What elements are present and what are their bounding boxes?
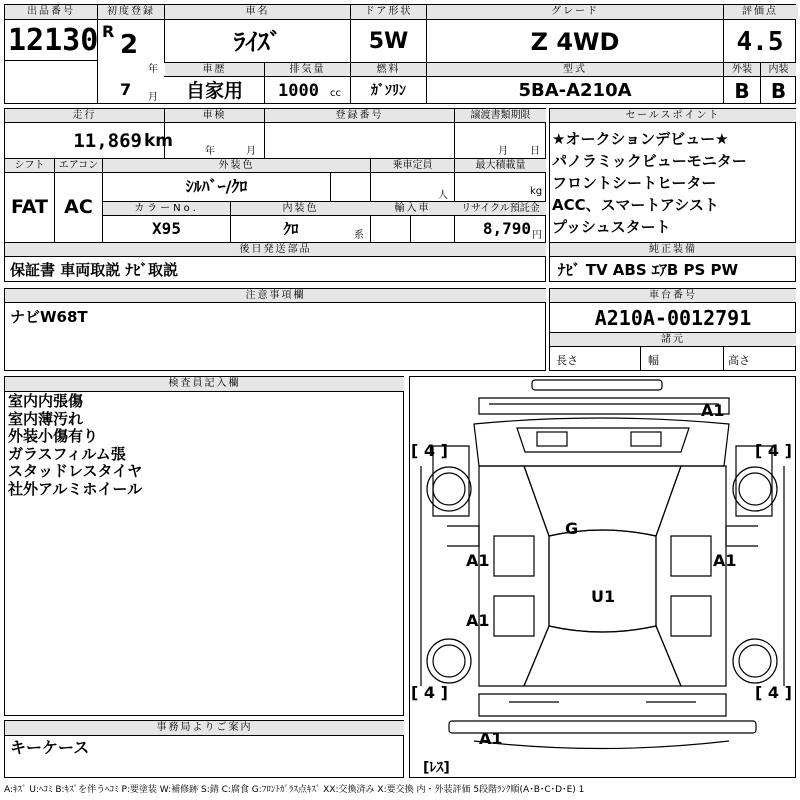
fuel-value: ｶﾞｿﾘﾝ [371, 83, 406, 99]
series-unit: 系 [354, 230, 364, 241]
first-reg-label: 初度登録 [98, 5, 164, 19]
diagram-spare: [ﾚｽ] [423, 760, 450, 776]
shift-label: シフト [5, 159, 54, 172]
year-unit: 年 [148, 64, 158, 75]
diagram-glass: G [565, 519, 579, 538]
inspector-note-item: 室内内張傷 [8, 392, 84, 410]
capacity-label: 乗車定員 [371, 159, 454, 172]
diagram-front-bumper: A1 [701, 401, 725, 420]
interior-grade-value: B [770, 79, 787, 103]
car-name-value: ﾗｲｽﾞ [233, 28, 282, 56]
office-label: 事務局よりご案内 [5, 721, 404, 735]
later-parts-value: 保証書 車両取説 ﾅﾋﾞ取説 [10, 261, 178, 279]
aircon-value: AC [64, 196, 93, 218]
later-parts-label: 後日発送部品 [5, 243, 546, 256]
month-unit: 月 [148, 92, 158, 103]
diagram-door-fl: A1 [466, 551, 490, 570]
recycle-label: リサイクル預託金 [455, 202, 546, 215]
yen-unit: 円 [532, 230, 542, 241]
diagram-tire-fr: [ 4 ] [755, 441, 792, 460]
diagram-door-rl: A1 [466, 611, 490, 630]
chassis-label: 車台番号 [550, 289, 796, 302]
inspection-label: 車検 [165, 109, 264, 122]
color-no-value: X95 [152, 219, 181, 238]
diagram-rear-bumper: A1 [479, 729, 503, 748]
exterior-label: 外装 [724, 63, 760, 76]
car-name-label: 車名 [165, 5, 350, 19]
score-label: 評価点 [724, 5, 796, 19]
sales-point-item: ACC、スマートアシスト [552, 196, 719, 214]
reg-no-label: 登録番号 [265, 109, 454, 122]
width-label: 幅 [648, 354, 659, 367]
lot-no-value: 12130 [8, 23, 99, 58]
int-color-label: 内装色 [231, 202, 370, 215]
history-label: 車歴 [165, 63, 264, 76]
inspection-year-unit: 年 [205, 146, 215, 157]
max-load-label: 最大積載量 [455, 159, 546, 172]
exterior-grade-value: B [734, 79, 750, 103]
grade-value: Z 4WD [530, 28, 620, 56]
fuel-label: 燃料 [351, 63, 426, 76]
mileage-label: 走行 [5, 109, 164, 122]
inspector-note-item: 社外アルミホイール [8, 479, 143, 498]
notes-label: 注意事項欄 [5, 289, 546, 302]
inspector-note-item: ガラスフィルム張 [8, 444, 126, 463]
model-value: 5BA-A210A [518, 80, 632, 101]
ext-color-value: ｼﾙﾊﾞｰ/ｸﾛ [185, 177, 248, 196]
grade-label: グレード [427, 5, 723, 19]
cc-unit: cc [330, 88, 341, 99]
shift-value: FAT [11, 196, 48, 218]
inspector-label: 検査員記入欄 [5, 377, 404, 391]
lot-no-label: 出品番号 [5, 5, 97, 19]
inspector-note-item: 外装小傷有り [8, 427, 99, 445]
transfer-label: 譲渡書類期限 [455, 109, 546, 122]
door-value: 5W [368, 29, 409, 54]
equipment-label: 純正装備 [550, 243, 796, 256]
history-value: 自家用 [185, 80, 243, 102]
km-unit: km [144, 131, 174, 151]
sales-point-item: ★オークションデビュー★ [552, 130, 729, 148]
chassis-value: A210A-0012791 [594, 306, 752, 330]
transfer-day-char: 日 [530, 146, 540, 157]
legend: A:ｷｽﾞ U:ﾍｺﾐ B:ｷｽﾞを伴うﾍｺﾐ P:要塗装 W:補修跡 S:錆 C:腐食 G:ﾌﾛﾝﾄｶﾞﾗｽ点ｷｽﾞ XX:交換済み X:要交換 内・外装評価 5段階ﾗﾝｸ順(A･B･C･D･E) 1 [4, 785, 585, 795]
mileage-value: 11,869 [73, 130, 142, 152]
notes-value: ナビW68T [10, 308, 88, 326]
dims-label: 諸元 [550, 333, 796, 346]
recycle-value: 8,790 [482, 219, 531, 238]
transfer-month-unit: 月 [498, 146, 508, 157]
kg-unit: kg [530, 186, 543, 197]
sales-point-list [552, 128, 794, 240]
diagram-roof: U1 [591, 587, 616, 606]
interior-label: 内装 [761, 63, 796, 76]
sales-point-label: セールスポイント [550, 109, 796, 122]
era-value: R [102, 22, 115, 41]
ext-color-label: 外装色 [103, 159, 370, 172]
model-label: 型式 [427, 63, 723, 76]
sales-point-item: フロントシートヒーター [552, 174, 717, 192]
diagram-tire-fl: [ 4 ] [411, 441, 448, 460]
equipment-value: ﾅﾋﾞ TV ABS ｴｱB PS PW [558, 261, 739, 279]
diagram-tire-rl: [ 4 ] [411, 683, 448, 702]
car-diagram [409, 376, 796, 778]
inspector-note-item: 室内薄汚れ [8, 409, 84, 428]
displacement-label: 排気量 [265, 63, 350, 76]
import-label: 輸入車 [371, 202, 454, 215]
displacement-value: 1000 [278, 81, 319, 101]
inspector-note-item: スタッドレスタイヤ [8, 462, 143, 480]
height-label: 高さ [728, 354, 750, 367]
color-no-label: カラーNo. [103, 202, 230, 215]
diagram-door-fr: A1 [713, 551, 737, 570]
office-note: キーケース [10, 738, 90, 757]
sales-point-item: パノラミックビューモニター [552, 152, 747, 170]
score-value: 4.5 [736, 27, 784, 57]
int-color-value: ｸﾛ [283, 220, 299, 238]
inspection-month-unit: 月 [246, 146, 256, 157]
aircon-label: エアコン [55, 159, 102, 172]
diagram-tire-rr: [ 4 ] [755, 683, 792, 702]
reg-year-value: 2 [120, 30, 139, 60]
door-label: ドア形状 [351, 5, 426, 19]
person-unit: 人 [438, 190, 448, 201]
reg-month-value: 7 [120, 80, 132, 99]
length-label: 長さ [556, 354, 578, 367]
inspector-notes [8, 393, 398, 533]
sales-point-item: プッシュスタート [552, 218, 671, 236]
